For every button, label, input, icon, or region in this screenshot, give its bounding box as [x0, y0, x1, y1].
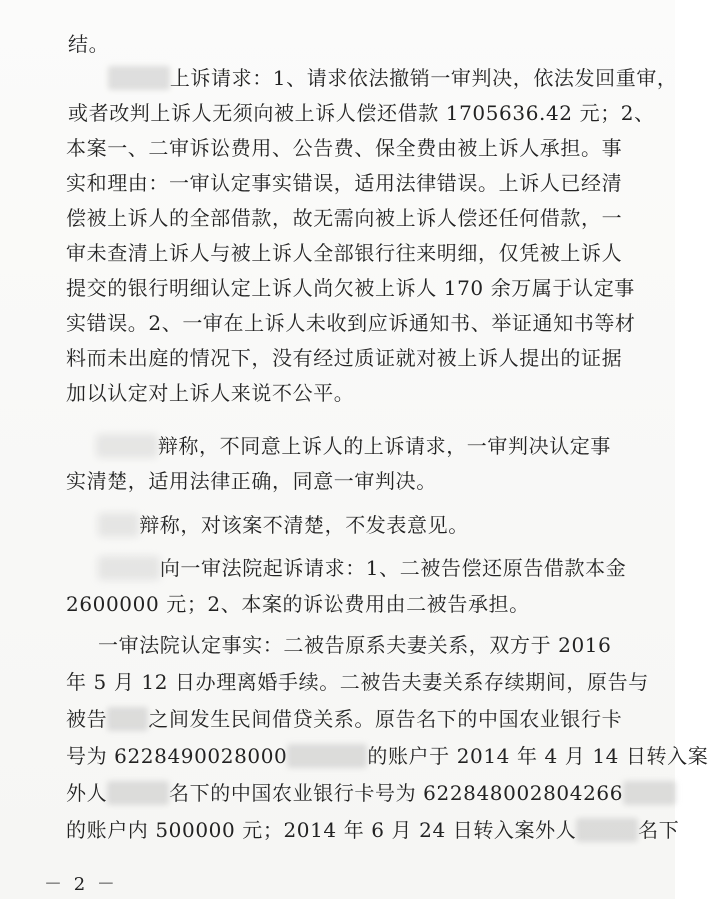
text-segment: 号为 6228490028000 [66, 744, 288, 768]
text-segment: 辩称，不同意上诉人的上诉请求，一审判决认定事 [157, 434, 612, 458]
text-line [66, 311, 636, 335]
text-segment: 实和理由：一审认定事实错误，适用法律错误。上诉人已经清 [66, 171, 623, 195]
text-segment: 名下的中国农业银行卡号为 622848002804266 [169, 781, 624, 805]
text-segment: 外人 [66, 781, 108, 805]
redacted-name [576, 818, 638, 842]
text-line [108, 66, 678, 90]
text-segment: 结。 [68, 32, 110, 56]
text-segment: 料而未出庭的情况下，没有经过质证就对被上诉人提出的证据 [66, 346, 623, 370]
text-line [66, 469, 437, 493]
redacted-number [623, 781, 676, 805]
text-segment: 被告 [66, 707, 108, 731]
redacted-name [108, 66, 170, 90]
text-line [66, 670, 649, 694]
redacted-name [98, 556, 160, 580]
text-line [98, 633, 611, 657]
redacted-name [98, 513, 139, 537]
text-segment: 2600000 元；2、本案的诉讼费用由二被告承担。 [66, 592, 530, 616]
text-line [66, 276, 635, 300]
text-line [98, 556, 626, 580]
redacted-name [107, 707, 148, 731]
text-segment: 审未查清上诉人与被上诉人全部银行往来明细，仅凭被上诉人 [66, 241, 623, 265]
text-segment: 上诉请求：1、请求依法撤销一审判决，依法发回重审， [169, 66, 678, 90]
text-segment: 辩称，对该案不清楚，不发表意见。 [139, 513, 469, 537]
text-line [66, 206, 622, 230]
text-line [66, 346, 622, 370]
text-segment: 本案一、二审诉讼费用、公告费、保全费由被上诉人承担。事 [66, 136, 623, 160]
redacted-name [96, 434, 158, 458]
text-segment: 实清楚，适用法律正确，同意一审判决。 [66, 469, 437, 493]
text-segment: 的账户内 500000 元；2014 年 6 月 24 日转入案外人 [66, 818, 577, 842]
text-line [66, 781, 676, 805]
redacted-name [107, 781, 169, 805]
text-segment: 之间发生民间借贷关系。原告名下的中国农业银行卡 [148, 707, 623, 731]
text-segment: 一审法院认定事实：二被告原系夫妻关系，双方于 2016 [98, 633, 612, 657]
text-line [66, 241, 622, 265]
text-segment: 实错误。2、一审在上诉人未收到应诉通知书、举证通知书等材 [66, 311, 636, 335]
text-line [68, 32, 109, 56]
text-line [66, 171, 622, 195]
text-segment: 年 5 月 12 日办理离婚手续。二被告夫妻关系存续期间，原告与 [66, 670, 649, 694]
text-segment: 或者改判上诉人无须向被上诉人偿还借款 1705636.42 元；2、 [68, 101, 655, 125]
text-line [66, 136, 622, 160]
redacted-number [287, 744, 367, 768]
text-segment: 向一审法院起诉请求：1、二被告偿还原告借款本金 [159, 556, 627, 580]
text-line [96, 434, 611, 458]
text-line [66, 818, 679, 842]
text-line [66, 592, 530, 616]
text-segment: 名下 [638, 818, 680, 842]
text-line [98, 513, 469, 537]
text-segment: 提交的银行明细认定上诉人尚欠被上诉人 170 余万属于认定事 [66, 276, 635, 300]
text-line [68, 101, 655, 125]
text-segment: 的账户于 2014 年 4 月 14 日转入案 [367, 744, 708, 768]
text-segment: 偿被上诉人的全部借款，故无需向被上诉人偿还任何借款，一 [66, 206, 623, 230]
text-line [66, 744, 708, 768]
page-number: － 2 － [44, 874, 118, 895]
text-segment: 加以认定对上诉人来说不公平。 [66, 381, 355, 405]
text-line [66, 707, 622, 731]
text-line [66, 381, 354, 405]
